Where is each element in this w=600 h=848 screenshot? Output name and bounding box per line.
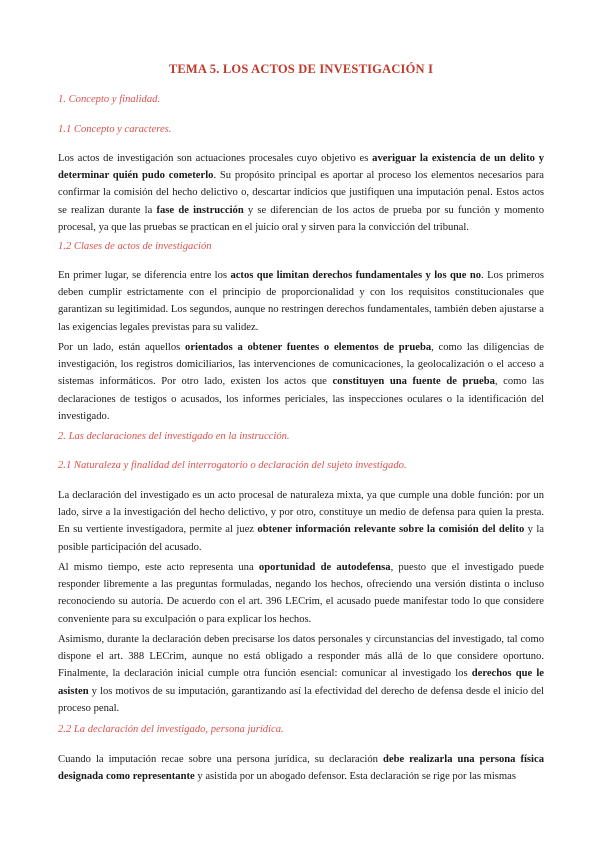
subsection-heading-2-2: 2.2 La declaración del investigado, persona jurídica. <box>58 724 284 735</box>
paragraph-1-text: Los actos de investigación son actuaciones procesales cuyo objetivo es <box>58 153 373 164</box>
paragraph-2-text: . Los primeros deben cumplir estrictamente con el principio de proporcionalidad y con los requisitos constitucionales que garantizan su legitimidad. Los segundos, aunque no restringen derechos fundamentales, también deben ajustarse a las exigencias legales previstas para su validez. <box>58 270 545 333</box>
subsection-heading-1-2: 1.2 Clases de actos de investigación <box>58 241 212 252</box>
subsection-heading-2-1: 2.1 Naturaleza y finalidad del interrogatorio o declaración del sujeto investigado. <box>58 460 407 471</box>
paragraph-6-bold: derechos que le asisten <box>58 668 544 697</box>
paragraph-4-text: La declaración del investigado es un acto procesal de naturaleza mixta, ya que cumple una doble función: por un lado, sirve a la investigación del hecho delictivo, y por otro, constituye un medio de defensa para quien la presta. En su vertiente investigadora, permite al juez <box>58 490 544 536</box>
paragraph-4-text: y la posible participación del acusado. <box>58 524 544 553</box>
paragraph-2-text: En primer lugar, se diferencia entre los <box>58 270 231 281</box>
paragraph-5-text: , puesto que el investigado puede responder libremente a las preguntas formuladas, negando los hechos, ofreciendo una versión distinta o incluso reconociendo su autoría. De acuerdo con el art. 396 LECrim, el acusado puede manifestar todo lo que considere conveniente para su exculpación o para explicar los hechos. <box>58 562 544 625</box>
paragraph-3 <box>58 339 544 425</box>
section-heading-2: 2. Las declaraciones del investigado en la instrucción. <box>58 431 290 442</box>
paragraph-1-bold: averiguar la existencia de un delito y determinar quién pudo cometerlo <box>58 153 544 182</box>
paragraph-1 <box>58 150 544 236</box>
paragraph-5 <box>58 559 544 628</box>
paragraph-7 <box>58 751 544 785</box>
section-heading-1: 1. Concepto y finalidad. <box>58 94 161 105</box>
paragraph-3-text: , como las diligencias de investigación, los registros domiciliarios, las intervenciones de comunicaciones, la geolocalización o el acceso a sistemas informáticos. Por otro lado, existen los actos que <box>58 342 544 388</box>
paragraph-6 <box>58 631 544 717</box>
paragraph-1-text: . Su propósito principal es aportar al proceso los elementos necesarios para confirmar la comisión del hecho delictivo o, descartar indicios que justifiquen una imputación penal. Estos actos se realizan durante la <box>58 170 544 216</box>
paragraph-1-text: y se diferencian de los actos de prueba por su función y momento procesal, ya que las pruebas se practican en el juicio oral y sirven para la convicción del tribunal. <box>58 204 545 233</box>
paragraph-3-bold: orientados a obtener fuentes o elementos de prueba <box>185 342 432 353</box>
subsection-heading-1-1: 1.1 Concepto y caracteres. <box>58 124 172 135</box>
paragraph-7-text: y asistida por un abogado defensor. Esta declaración se rige por las mismas <box>194 771 516 783</box>
paragraph-2-bold: actos que limitan derechos fundamentales y los que no <box>230 270 482 281</box>
paragraph-3-text: Por un lado, están aquellos <box>58 342 186 353</box>
paragraph-3-text: , como las declaraciones de testigos o acusados, los informes periciales, las inspecciones oculares o la identificación del investigado. <box>58 376 545 422</box>
paragraph-4-bold: obtener información relevante sobre la comisión del delito <box>257 524 525 536</box>
paragraph-4 <box>58 487 544 556</box>
paragraph-2 <box>58 267 544 336</box>
paragraph-6-text: y los motivos de su imputación, garantizando así la efectividad del derecho de defensa desde el inicio del proceso penal. <box>58 685 544 714</box>
paragraph-3-bold: constituyen una fuente de prueba <box>332 376 495 388</box>
paragraph-1-bold: fase de instrucción <box>156 204 244 216</box>
paragraph-6-text: Asimismo, durante la declaración deben precisarse los datos personales y circunstancias del investigado, tal como dispone el art. 388 LECrim, aunque no está obligado a responder más allá de lo que considere oportuno. Finalmente, la declaración inicial cumple otra función esencial: comunicar al investigado los <box>58 634 544 680</box>
paragraph-7-text: Cuando la imputación recae sobre una persona jurídica, su declaración <box>58 754 383 765</box>
paragraph-5-text: Al mismo tiempo, este acto representa una <box>58 562 259 573</box>
paragraph-5-bold: oportunidad de autodefensa <box>258 562 391 573</box>
page-title: TEMA 5. LOS ACTOS DE INVESTIGACIÓN I <box>168 62 434 76</box>
paragraph-7-bold: debe realizarla una persona física designada como representante <box>58 754 544 783</box>
